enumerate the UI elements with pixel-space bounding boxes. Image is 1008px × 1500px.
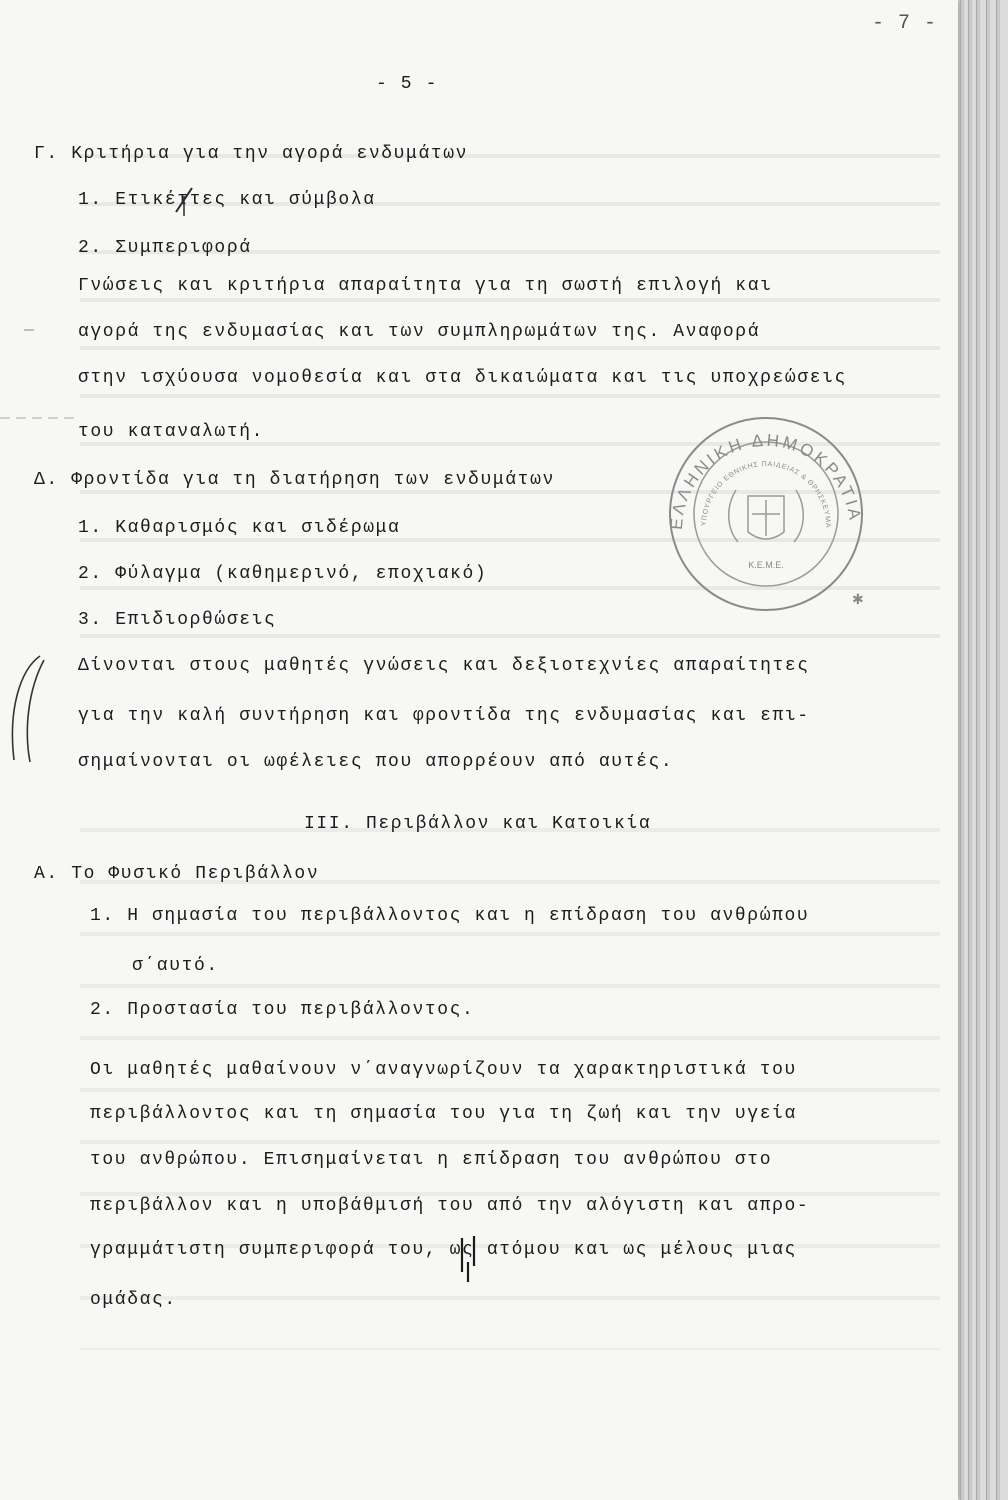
margin-ticks [0, 320, 80, 430]
page-stack-edge [960, 0, 964, 1500]
paragraph-line: περιβάλλον και η υποβάθμισή του από την αλόγιστη και απρο- [90, 1196, 810, 1216]
paragraph-line: σημαίνονται οι ωφέλειες που απορρέουν από αυτές. [78, 752, 674, 772]
list-item: 1. Ετικέττες και σύμβολα [78, 190, 376, 210]
list-item: 3. Επιδιορθώσεις [78, 610, 277, 630]
handwritten-comma-mark [456, 1232, 482, 1286]
chapter-heading: III. Περιβάλλον και Κατοικία [304, 814, 652, 834]
paragraph-line: του ανθρώπου. Επισημαίνεται η επίδραση του ανθρώπου στο [90, 1150, 773, 1170]
paragraph-line: ομάδας. [90, 1290, 177, 1310]
stamp-bottom-text: Κ.Ε.Μ.Ε. [748, 560, 784, 570]
stamp-seal-graphic [652, 410, 880, 620]
paragraph-line: αγορά της ενδυμασίας και των συμπληρωμάτων της. Αναφορά [78, 322, 761, 342]
page-stack-edge [968, 0, 972, 1500]
page-stack-edge [986, 0, 990, 1500]
list-item: 1. Η σημασία του περιβάλλοντος και η επίδραση του ανθρώπου [90, 906, 810, 926]
paragraph-line: Οι μαθητές μαθαίνουν ν΄αναγνωρίζουν τα χαρακτηριστικά του [90, 1060, 797, 1080]
paragraph-line: περιβάλλοντος και τη σημασία του για τη ζωή και την υγεία [90, 1104, 797, 1124]
paragraph-line: για την καλή συντήρηση και φροντίδα της ενδυμασίας και επι- [78, 706, 810, 726]
page-stack-edge [976, 0, 980, 1500]
svg-text:✱: ✱ [852, 592, 864, 608]
paragraph-line: γραμμάτιστη συμπεριφορά του, ως ατόμου και ως μέλους μιας [90, 1240, 797, 1260]
margin-pen-stroke [0, 650, 50, 770]
stamp-inner-text: ΥΠΟΥΡΓΕΙΟ ΕΘΝΙΚΗΣ ΠΑΙΔΕΙΑΣ & ΘΡΗΣΚΕΥΜΑ [700, 460, 832, 528]
list-item: 2. Φύλαγμα (καθημερινό, εποχιακό) [78, 564, 488, 584]
paragraph-line: Γνώσεις και κριτήρια απαραίτητα για τη σωστή επιλογή και [78, 276, 773, 296]
stamp-outer-text: ΕΛΛΗΝΙΚΗ ΔΗΜΟΚΡΑΤΙΑ [666, 430, 865, 531]
paragraph-line: στην ισχύουσα νομοθεσία και στα δικαιώματα και τις υποχρεώσεις [78, 368, 847, 388]
handwritten-page-number: - 7 - [872, 12, 938, 35]
page-number: - 5 - [376, 74, 439, 94]
section-heading-gamma: Γ. Κριτήρια για την αγορά ενδυμάτων [34, 144, 469, 164]
page-stack-edge [996, 0, 1000, 1500]
section-heading-alpha: Α. Το Φυσικό Περιβάλλον [34, 864, 320, 884]
paragraph-line: του καταναλωτή. [78, 422, 265, 442]
list-item: 2. Συμπεριφορά [78, 238, 252, 258]
handwritten-correction-mark [172, 182, 196, 222]
list-item: 2. Προστασία του περιβάλλοντος. [90, 1000, 475, 1020]
list-item-continuation: σ΄αυτό. [132, 956, 219, 976]
official-stamp [652, 410, 880, 620]
list-item: 1. Καθαρισμός και σιδέρωμα [78, 518, 401, 538]
paragraph-line: Δίνονται στους μαθητές γνώσεις και δεξιοτεχνίες απαραίτητες [78, 656, 810, 676]
section-heading-delta: Δ. Φροντίδα για τη διατήρηση των ενδυμάτων [34, 470, 555, 490]
